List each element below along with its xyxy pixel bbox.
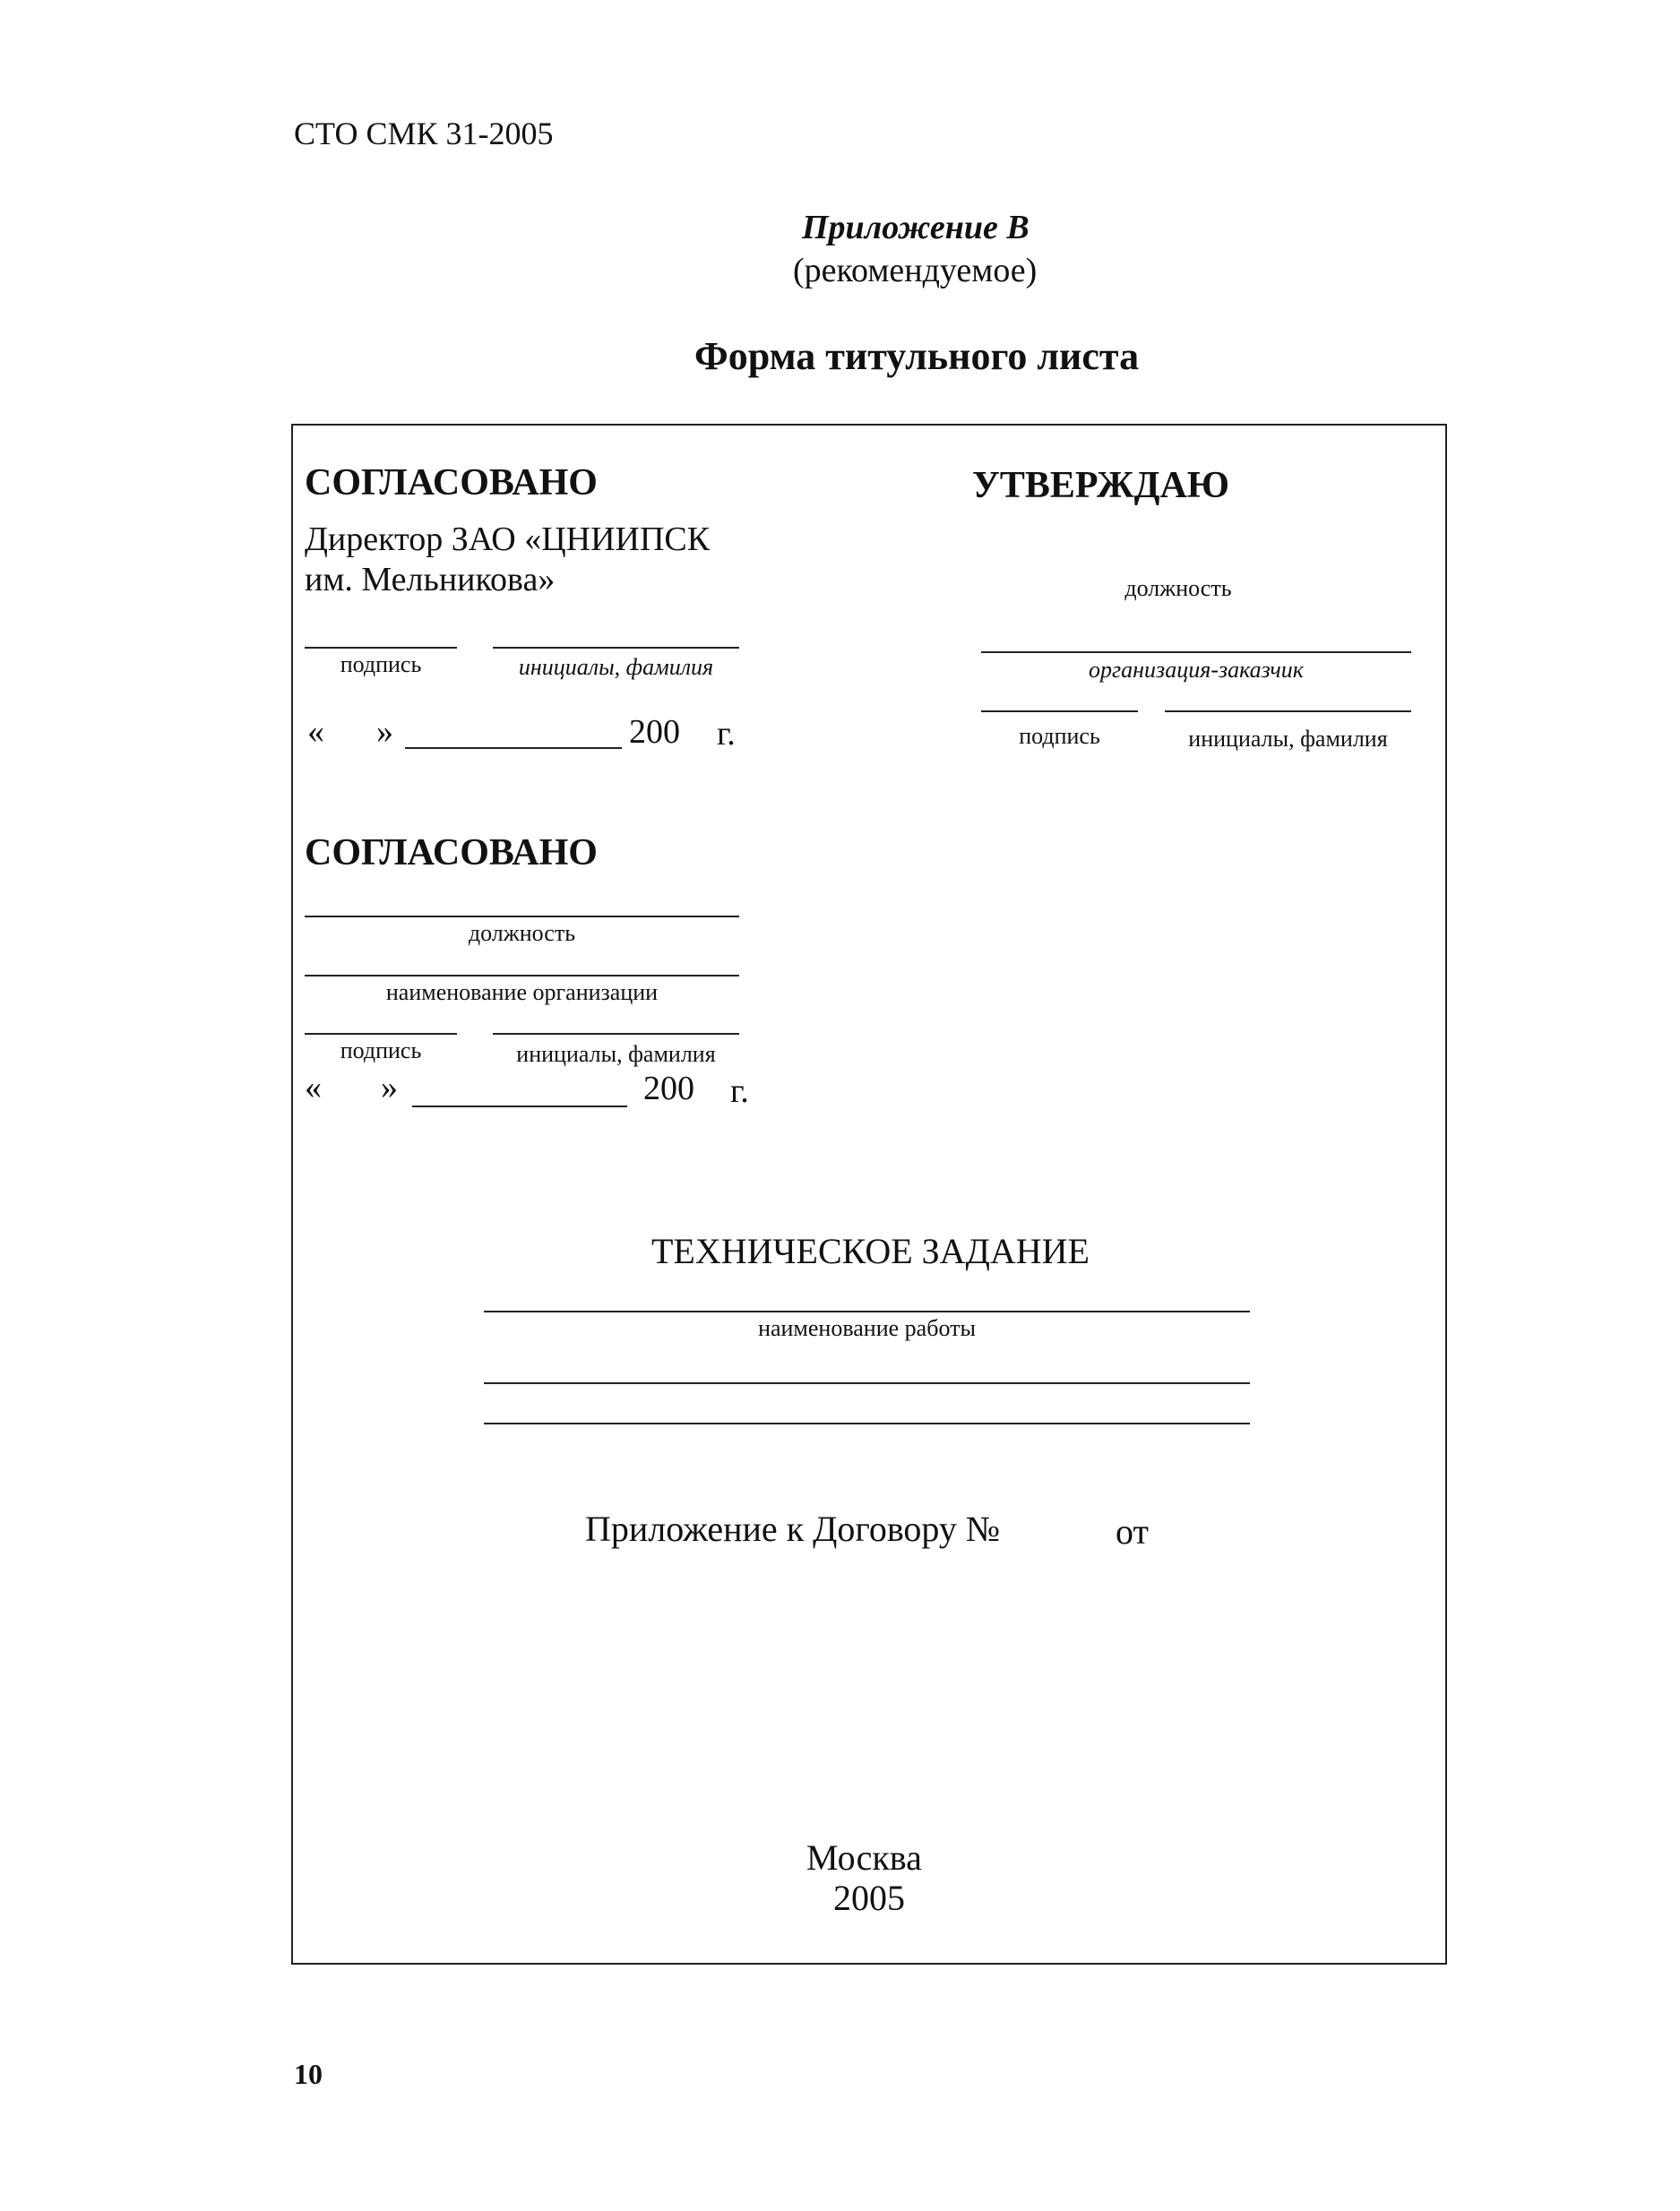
agreed-director-line-2: им. Мельникова» <box>305 561 556 598</box>
agreed2-sign-caption: подпись <box>340 1037 422 1063</box>
footer-year: 2005 <box>833 1878 905 1918</box>
approve-heading: УТВЕРЖДАЮ <box>972 465 1230 506</box>
agreed2-org-caption: наименование организации <box>385 979 659 1005</box>
agreed-director-line: Директор ЗАО «ЦНИИПСК <box>305 520 711 558</box>
agreed-heading-1: СОГЛАСОВАНО <box>305 462 598 503</box>
agreed2-sign-line <box>305 1033 457 1035</box>
appendix-heading: Форма титульного листа <box>694 334 1140 378</box>
agreed2-date-close-quote: » <box>381 1069 398 1106</box>
agreed1-sign-line <box>305 647 457 649</box>
spec-work-line <box>484 1311 1250 1312</box>
title-page-frame <box>291 424 1447 1965</box>
agreed2-position-caption: должность <box>468 920 576 946</box>
agreed1-date-year: 200 <box>629 713 680 751</box>
agreed2-position-line <box>305 916 739 917</box>
agreed-heading-2: СОГЛАСОВАНО <box>305 832 598 873</box>
agreed1-name-caption: инициалы, фамилия <box>518 654 714 680</box>
agreed2-date-year-suffix: г. <box>730 1072 749 1110</box>
spec-work-caption: наименование работы <box>758 1315 976 1341</box>
agreed1-date-year-suffix: г. <box>717 715 736 753</box>
agreed1-date-open-quote: « <box>307 713 324 751</box>
spec-extra-line-2 <box>484 1423 1250 1424</box>
agreed1-sign-caption: подпись <box>340 651 422 677</box>
agreed1-date-close-quote: » <box>376 713 393 751</box>
agreed2-date-line <box>412 1106 627 1107</box>
contract-label: Приложение к Договору № <box>585 1509 1001 1549</box>
approve-sign-line <box>981 710 1138 712</box>
agreed2-date-year: 200 <box>643 1070 694 1107</box>
approve-name-line <box>1165 710 1411 712</box>
approve-name-caption: инициалы, фамилия <box>1188 726 1388 752</box>
agreed1-name-line <box>493 647 739 649</box>
approve-org-line <box>981 651 1411 653</box>
spec-extra-line-1 <box>484 1382 1250 1384</box>
footer-city: Москва <box>806 1837 922 1878</box>
approve-sign-caption: подпись <box>1019 723 1100 749</box>
page-number: 10 <box>294 2058 323 2090</box>
agreed2-name-caption: инициалы, фамилия <box>516 1041 716 1067</box>
agreed2-name-line <box>493 1033 739 1035</box>
approve-position-caption: должность <box>1124 575 1232 601</box>
appendix-title: Приложение В <box>802 209 1030 246</box>
document-code: СТО СМК 31-2005 <box>294 116 554 151</box>
spec-title: ТЕХНИЧЕСКОЕ ЗАДАНИЕ <box>651 1231 1090 1271</box>
agreed2-date-open-quote: « <box>305 1069 322 1106</box>
appendix-subtitle: (рекомендуемое) <box>793 252 1038 289</box>
agreed2-org-line <box>305 975 739 976</box>
agreed1-date-line <box>405 747 622 749</box>
approve-org-caption: организация-заказчик <box>1089 657 1304 683</box>
contract-from: от <box>1116 1511 1149 1552</box>
